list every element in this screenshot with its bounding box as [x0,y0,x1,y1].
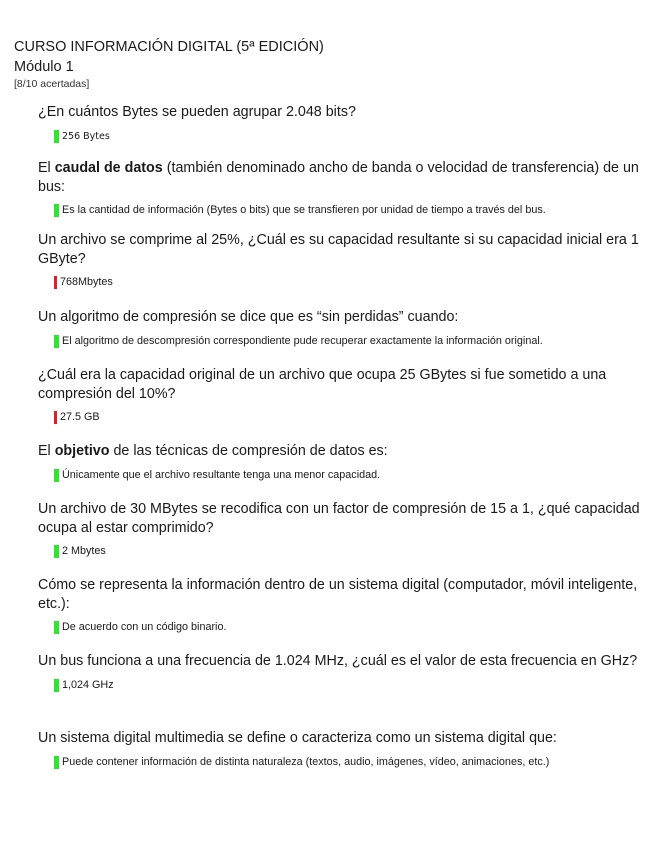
answer-row [54,335,641,348]
question-1 [38,103,641,143]
question-4 [38,308,641,348]
correct-mark-icon [54,756,59,769]
answer-text: 2 Mbytes [62,545,106,557]
question-text: Un bus funciona a una frecuencia de 1.024 MHz, ¿cuál es el valor de esta frecuencia en GHz? [38,653,638,669]
answer-row [54,545,641,558]
correct-mark-icon [54,679,59,692]
answer-text: Únicamente que el archivo resultante tenga una menor capacidad. [62,468,381,481]
answer-row [54,621,641,634]
correct-mark-icon [54,545,59,558]
correct-mark-icon [54,469,59,482]
answer-row [54,411,641,424]
question-text: El objetivo de las técnicas de compresión de datos es: [38,443,388,459]
question-text: Un archivo se comprime al 25%, ¿Cuál es su capacidad resultante si su capacidad inicial era 1 GByte? [38,232,639,267]
question-8 [38,576,641,634]
incorrect-mark-icon [54,276,57,289]
answer-row [54,204,641,217]
answer-text: 256 Bytes [62,130,110,142]
answer-text: 1,024 GHz [62,678,114,691]
question-6 [38,442,641,482]
question-text: Un sistema digital multimedia se define o caracteriza como un sistema digital que: [38,730,557,746]
question-text: ¿En cuántos Bytes se pueden agrupar 2.048 bits? [38,104,356,120]
question-text: ¿Cuál era la capacidad original de un archivo que ocupa 25 GBytes si fue sometido a una compresión del 10%? [38,367,607,402]
answer-row [54,756,641,769]
question-text: Un archivo de 30 MBytes se recodifica con un factor de compresión de 15 a 1, ¿qué capacidad ocupa al estar comprimido? [38,501,640,536]
correct-mark-icon [54,335,59,348]
question-3 [38,231,641,289]
question-2 [38,159,641,217]
document-header [14,38,324,91]
answer-row [54,469,641,482]
incorrect-mark-icon [54,411,57,424]
question-7 [38,500,641,558]
answer-text: De acuerdo con un código binario. [62,621,227,633]
question-10 [38,729,641,769]
question-text: El caudal de datos (también denominado ancho de banda o velocidad de transferencia) de un bus: [38,160,639,195]
correct-mark-icon [54,130,59,143]
module-title: Módulo 1 [14,59,74,75]
correct-mark-icon [54,621,59,634]
question-text: Cómo se representa la información dentro de un sistema digital (computador, móvil inteligente, etc.): [38,577,638,612]
answer-row [54,679,641,692]
question-9 [38,652,641,692]
answer-text: 768Mbytes [60,276,113,288]
answer-row [54,130,641,143]
correct-mark-icon [54,204,59,217]
answer-text: Es la cantidad de información (Bytes o bits) que se transfieren por unidad de tiempo a través del bus. [62,204,546,216]
answer-row [54,276,641,289]
question-text: Un algoritmo de compresión se dice que es “sin perdidas” cuando: [38,309,459,325]
course-title: CURSO INFORMACIÓN DIGITAL (5ª EDICIÓN) [14,39,324,55]
answer-text: Puede contener información de distinta naturaleza (textos, audio, imágenes, vídeo, animaciones, etc.) [62,755,550,768]
score-summary: [8/10 acertadas] [14,78,90,90]
answer-text: 27.5 GB [60,411,100,423]
question-5 [38,366,641,424]
answer-text: El algoritmo de descompresión correspondiente pude recuperar exactamente la información original. [62,334,543,347]
